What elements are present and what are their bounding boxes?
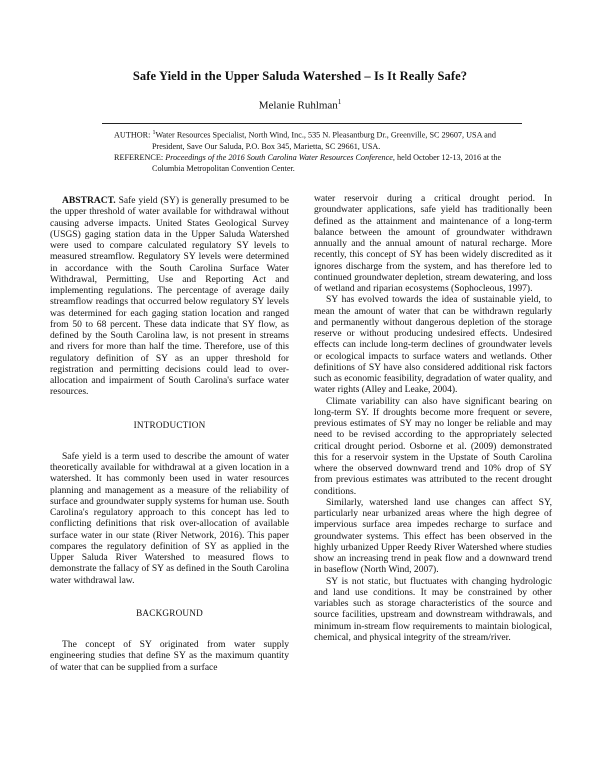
author-footnote-mark: 1 [337,98,342,106]
reference-line-2: Columbia Metropolitan Convention Center. [152,164,295,174]
affiliation-line-2: President, Save Our Saluda, P.O. Box 345, Marietta, SC 29661, USA. [152,141,381,151]
background-paragraph: The concept of SY originated from water supply engineering studies that define SY as the maximum quantity of water that can be supplied from a surface [50,639,289,673]
reference [114,152,526,163]
background-heading: BACKGROUND [136,607,203,618]
author-name: Melanie Ruhlman [258,99,338,112]
left-column [50,195,289,673]
right-paragraph-3: Climate variability can also have significant bearing on long-term SY. If droughts become more frequent or severe, previous estimates of SY may no longer be reliable and may need to be revised according to the appropriately selected critical drought period. Osborne et al. (2009) demonstrated this for a reservoir system in the Upstate of South Carolina where the observed downward trend and 10% drop of SY from previous estimates was attributed to the recent drought conditions. [314,395,552,497]
paper-metadata [114,128,526,175]
header-rule [102,123,522,124]
right-paragraph-4: Similarly, watershed land use changes can affect SY, particularly near urbanized areas where the high degree of impervious surface area impedes recharge to surface and groundwater systems. This effect has been observed in the highly urbanized Upper Reedy River Watershed where studies show an increasing trend in peak flow and a downward trend in baseflow (North Wind, 2007). [314,496,552,576]
right-column [314,193,552,643]
introduction-paragraph: Safe yield is a term used to describe the amount of water theoretically available for withdrawal at a given location in a watershed. It has commonly been used in water resources planning and management as a measure of the reliability of surface and groundwater supply systems for human use. South Carolina's regulatory approach to this concept has led to conflicting definitions that risk over-allocation of available surface water in our state (River Network, 2016). This paper compares the regulatory definition of SY as applied in the Upper Saluda River Watershed to measured flows to demonstrate the fallacy of SY as defined in the South Carolina water withdrawal law. [50,450,289,586]
paper-title: Safe Yield in the Upper Saluda Watershed – Is It Really Safe? [132,69,468,83]
affiliation-line-1: Water Resources Specialist, North Wind, Inc., 535 N. Pleasantburg Dr., Greenville, SC 29607, USA and [155,130,496,140]
author-line [60,98,540,112]
reference-proceedings: Proceedings of the 2016 South Carolina Water Resources Conference [165,153,393,163]
abstract-lead: ABSTRACT. [62,195,116,206]
right-paragraph-1: water reservoir during a critical drought period. In groundwater applications, safe yield has traditionally been defined as the attainment and maintenance of a long-term balance between the amount of groundwater withdrawn annually and the annual amount of natural recharge. More recently, this concept of SY has been widely discredited as it ignores discharge from the system, and has therefore led to continued groundwater depletion, stream dewatering, and loss of wetland and riparian ecosystems (Sophocleous, 1997). [314,193,552,294]
reference-prefix: REFERENCE: [114,153,166,163]
affiliation-mark: 1 [152,130,156,136]
introduction-heading: INTRODUCTION [133,419,206,430]
affiliation [114,128,526,141]
abstract-paragraph [50,195,289,398]
right-paragraph-2: SY has evolved towards the idea of sustainable yield, to mean the amount of water that can be withdrawn regularly and permanently without dangerous depletion of the storage reserve or without producing undesired effects. Undesired effects can include long-term declines of groundwater levels or ecological impacts to surface waters and wetlands. Other definitions of SY have also considered additional risk factors such as economic feasibility, degradation of water quality, and water rights (Alley and Leake, 2004). [314,294,552,396]
abstract-text: Safe yield (SY) is generally presumed to be the upper threshold of water available for withdrawal without causing adverse impacts. United States Geological Survey (USGS) gaging station data in the Upper Saluda Watershed were used to compare calculated regulatory SY levels to measured streamflow. Regulatory SY levels were determined in accordance with the South Carolina Surface Water Withdrawal, Permitting, Use and Reporting Act and implementing regulations. The percentage of average daily streamflow readings that occurred below regulatory SY levels was determined for each gaging station location and ranged from 50 to 68 percent. These data indicate that SY flow, as defined by the South Carolina law, is not present in streams and rivers for more than half the time. Therefore, use of this regulatory definition of SY as an upper threshold for registration and permitting decisions could lead to over-allocation and impairment of South Carolina's surface water resources. [50,195,289,398]
affiliation-prefix: AUTHOR: [114,130,153,140]
reference-rest: , held October 12-13, 2016 at the [392,153,502,163]
right-paragraph-5: SY is not static, but fluctuates with changing hydrologic and land use conditions. It may be constrained by other variables such as storage characteristics of the source and source facilities, upstream and downstream withdrawals, and minimum in-stream flow requirements to maintain biological, chemical, and physical integrity of the stream/river. [314,575,552,643]
